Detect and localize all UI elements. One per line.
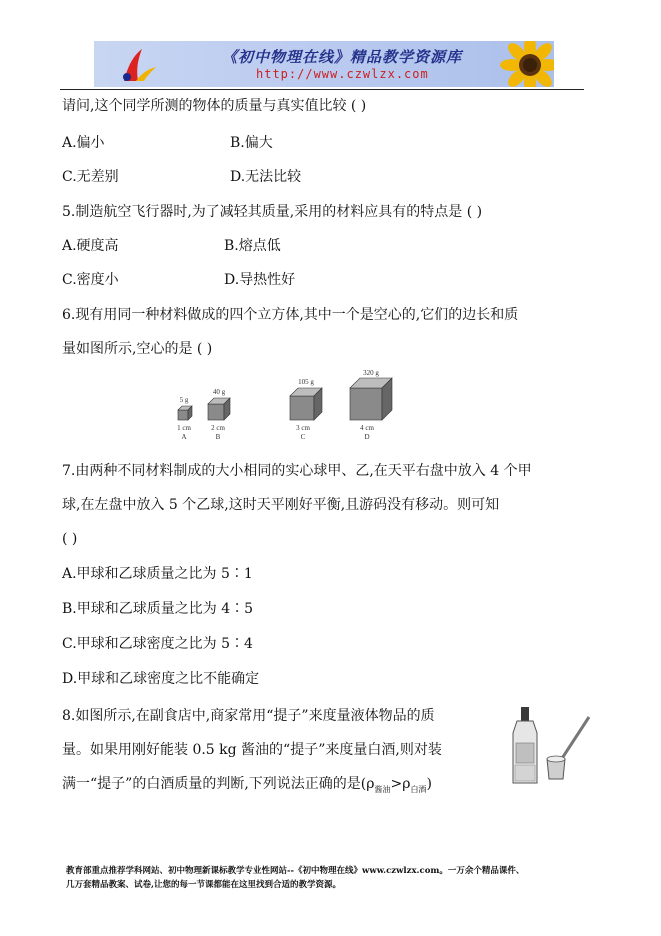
option-d: D.无法比较 bbox=[230, 169, 302, 185]
cube-a-mass: 5 g bbox=[179, 396, 189, 404]
cube-b bbox=[208, 388, 230, 441]
q8-line3-main: 满一“提子”的白酒质量的判断,下列说法正确的是(ρ bbox=[62, 776, 375, 792]
q5-option-d: D.导热性好 bbox=[224, 272, 296, 288]
question-intro-stem: 请问,这个同学所测的物体的质量与真实值比较 ( ) bbox=[62, 98, 367, 114]
cube-d-edge: 4 cm bbox=[360, 424, 374, 432]
q5-option-b: B.熔点低 bbox=[224, 238, 281, 254]
question-7-stem-line1: 7.由两种不同材料制成的大小相同的实心球甲、乙,在天平右盘中放入 4 个甲 bbox=[62, 463, 532, 479]
question-8-stem-line3 bbox=[62, 775, 432, 799]
cube-b-edge: 2 cm bbox=[211, 424, 225, 432]
cube-c-letter: C bbox=[300, 433, 306, 441]
cube-d-mass: 320 g bbox=[363, 370, 379, 377]
header-banner bbox=[94, 41, 554, 87]
cube-d bbox=[350, 370, 392, 441]
footer-line-2: 几万套精品教案、试卷,让您的每一节课都能在这里找到合适的教学资源。 bbox=[66, 880, 341, 890]
q5-option-c: C.密度小 bbox=[62, 272, 119, 288]
cube-b-letter: B bbox=[215, 433, 221, 441]
page-footer bbox=[66, 864, 606, 892]
cube-a bbox=[177, 396, 192, 441]
header-rule bbox=[60, 89, 584, 90]
bottle-and-dipper-photo bbox=[507, 703, 593, 789]
question-6-stem-line1: 6.现有用同一种材料做成的四个立方体,其中一个是空心的,它们的边长和质 bbox=[62, 307, 519, 323]
logo-icon bbox=[118, 47, 158, 83]
question-6-stem-line2: 量如图所示,空心的是 ( ) bbox=[62, 341, 213, 357]
question-7-stem-line3: ( ) bbox=[62, 531, 78, 547]
question-8-stem-line1: 8.如图所示,在副食店中,商家常用“提子”来度量液体物品的质 bbox=[62, 708, 435, 724]
cube-b-mass: 40 g bbox=[212, 388, 226, 396]
q8-sub-soysauce: 酱油 bbox=[374, 784, 391, 794]
question-8-stem-line2: 量。如果用刚好能装 0.5 kg 酱油的“提子”来度量白酒,则对装 bbox=[62, 742, 442, 758]
sunflower-icon bbox=[490, 41, 554, 87]
cube-c-mass: 105 g bbox=[298, 378, 314, 386]
cube-c bbox=[290, 378, 322, 441]
option-a: A.偏小 bbox=[62, 135, 105, 151]
banner-title: 《初中物理在线》精品教学资源库 bbox=[222, 48, 463, 66]
footer-line-1: 教育部重点推荐学科网站、初中物理新课标教学专业性网站--《初中物理在线》www.czwlzx.com。一万余个精品课件、 bbox=[66, 866, 525, 876]
q7-option-b: B.甲球和乙球质量之比为 4∶5 bbox=[62, 601, 254, 617]
option-c: C.无差别 bbox=[62, 169, 119, 185]
cube-d-letter: D bbox=[364, 433, 370, 441]
q8-close: ) bbox=[426, 776, 432, 792]
q7-option-d: D.甲球和乙球密度之比不能确定 bbox=[62, 671, 260, 687]
question-7-stem-line2: 球,在左盘中放入 5 个乙球,这时天平刚好平衡,且游码没有移动。则可知 bbox=[62, 497, 500, 513]
q8-sub-liquor: 白酒 bbox=[410, 784, 427, 794]
cubes-figure bbox=[170, 370, 420, 445]
cube-a-edge: 1 cm bbox=[177, 424, 191, 432]
q8-gt: >ρ bbox=[390, 776, 411, 792]
cube-a-letter: A bbox=[181, 433, 187, 441]
q5-option-a: A.硬度高 bbox=[62, 238, 119, 254]
question-5-stem: 5.制造航空飞行器时,为了减轻其质量,采用的材料应具有的特点是 ( ) bbox=[62, 204, 483, 220]
banner-url[interactable]: http://www.czwlzx.com bbox=[256, 67, 429, 81]
cube-c-edge: 3 cm bbox=[296, 424, 310, 432]
q7-option-a: A.甲球和乙球质量之比为 5∶1 bbox=[62, 566, 253, 582]
option-b: B.偏大 bbox=[230, 135, 273, 151]
q7-option-c: C.甲球和乙球密度之比为 5∶4 bbox=[62, 636, 253, 652]
